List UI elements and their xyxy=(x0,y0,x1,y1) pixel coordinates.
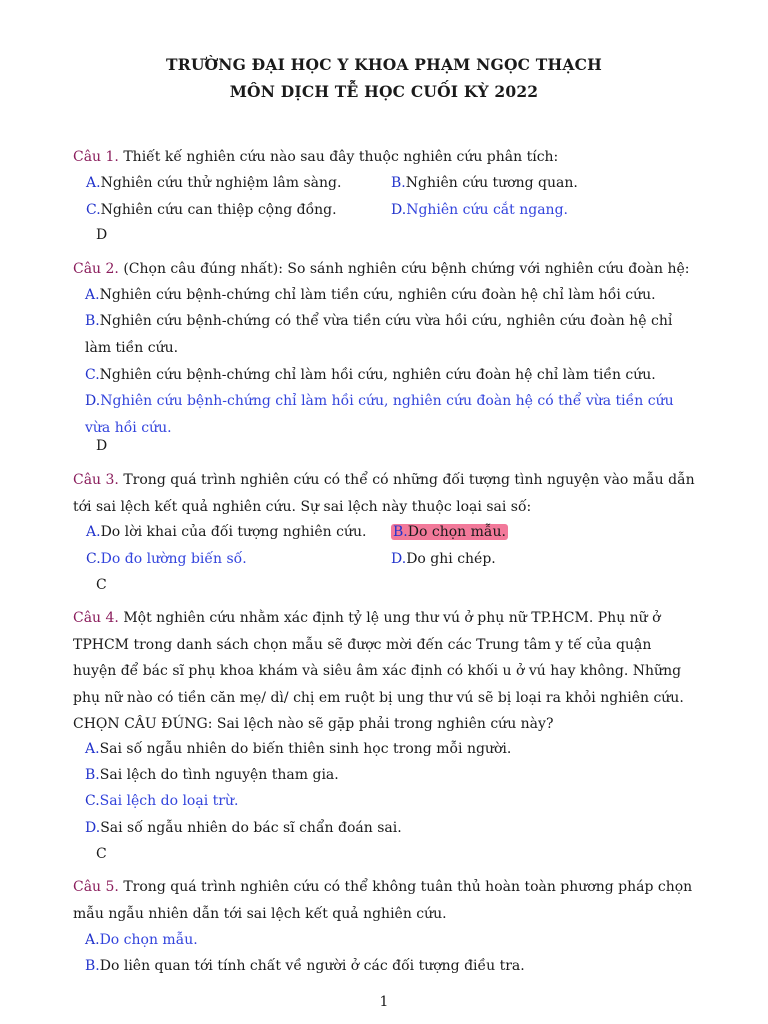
q1-option-c: C.Nghiên cứu can thiệp cộng đồng. xyxy=(86,202,337,218)
q5-option-b: B.Do liên quan tới tính chất về người ở các đối tượng điều tra. xyxy=(85,958,525,974)
page-number: 1 xyxy=(379,994,389,1010)
question-label: Câu 2. xyxy=(73,261,119,277)
q2-option-c: C.Nghiên cứu bệnh-chứng chỉ làm hồi cứu, nghiên cứu đoàn hệ chỉ làm tiền cứu. xyxy=(85,367,656,383)
q3-option-b-highlighted: B.Do chọn mẫu. xyxy=(393,524,506,540)
school-title: TRƯỜNG ĐẠI HỌC Y KHOA PHẠM NGỌC THẠCH xyxy=(166,55,602,74)
question-label: Câu 3. xyxy=(73,472,119,488)
q1-option-b: B.Nghiên cứu tương quan. xyxy=(391,175,578,191)
q2-option-d: D.Nghiên cứu bệnh-chứng chỉ làm hồi cứu, nghiên cứu đoàn hệ có thể vừa tiền cứu vừa hồi cứu. xyxy=(85,393,674,436)
subject-title: MÔN DỊCH TỄ HỌC CUỐI KỲ 2022 xyxy=(229,82,539,101)
question-text: Một nghiên cứu nhằm xác định tỷ lệ ung thư vú ở phụ nữ TP.HCM. Phụ nữ ở TPHCM trong danh sách chọn mẫu sẽ được mời đến các Trung tâm y tế của quận huyện để bác sĩ phụ khoa khám và siêu âm xác định có khối u ở vú hay không. Những phụ nữ nào có tiền căn mẹ/ dì/ chị em ruột bị ung thư vú sẽ bị loại ra khỏi nghiên cứu. CHỌN CÂU ĐÚNG: Sai lệch nào sẽ gặp phải trong nghiên cứu này? xyxy=(73,610,684,732)
q3-option-a: A.Do lời khai của đối tượng nghiên cứu. xyxy=(86,524,367,540)
question-5 xyxy=(73,874,695,927)
question-text: Trong quá trình nghiên cứu có thể có những đối tượng tình nguyện vào mẫu dẫn tới sai lệch kết quả nghiên cứu. Sự sai lệch này thuộc loại sai số: xyxy=(73,472,695,515)
q5-option-a: A.Do chọn mẫu. xyxy=(85,932,198,948)
question-4 xyxy=(73,605,695,738)
q4-option-c: C.Sai lệch do loại trừ. xyxy=(85,793,239,809)
question-text: Thiết kế nghiên cứu nào sau đây thuộc nghiên cứu phân tích: xyxy=(123,149,559,165)
question-1 xyxy=(73,144,695,171)
q1-answer: D xyxy=(96,227,108,243)
q1-option-d: D.Nghiên cứu cắt ngang. xyxy=(391,202,568,218)
question-text: (Chọn câu đúng nhất): So sánh nghiên cứu bệnh chứng với nghiên cứu đoàn hệ: xyxy=(123,261,690,277)
q2-answer: D xyxy=(96,438,108,454)
question-label: Câu 1. xyxy=(73,149,119,165)
q4-option-a: A.Sai số ngẫu nhiên do biến thiên sinh học trong mỗi người. xyxy=(85,741,512,757)
q4-answer: C xyxy=(96,846,107,862)
q3-option-c: C.Do đo lường biến số. xyxy=(86,551,247,567)
question-label: Câu 4. xyxy=(73,610,119,626)
q2-option-a: A.Nghiên cứu bệnh-chứng chỉ làm tiền cứu, nghiên cứu đoàn hệ chỉ làm hồi cứu. xyxy=(85,287,656,303)
question-label: Câu 5. xyxy=(73,879,119,895)
q3-option-d: D.Do ghi chép. xyxy=(391,551,496,567)
q2-option-b: B.Nghiên cứu bệnh-chứng có thể vừa tiền cứu vừa hồi cứu, nghiên cứu đoàn hệ chỉ làm tiền cứu. xyxy=(85,313,673,356)
q4-option-b: B.Sai lệch do tình nguyện tham gia. xyxy=(85,767,339,783)
question-3 xyxy=(73,467,695,520)
q3-answer: C xyxy=(96,577,107,593)
q4-option-d: D.Sai số ngẫu nhiên do bác sĩ chẩn đoán sai. xyxy=(85,820,402,836)
q1-option-a: A.Nghiên cứu thử nghiệm lâm sàng. xyxy=(86,175,342,191)
question-2 xyxy=(73,256,695,283)
question-text: Trong quá trình nghiên cứu có thể không tuân thủ hoàn toàn phương pháp chọn mẫu ngẫu nhiên dẫn tới sai lệch kết quả nghiên cứu. xyxy=(73,879,693,922)
